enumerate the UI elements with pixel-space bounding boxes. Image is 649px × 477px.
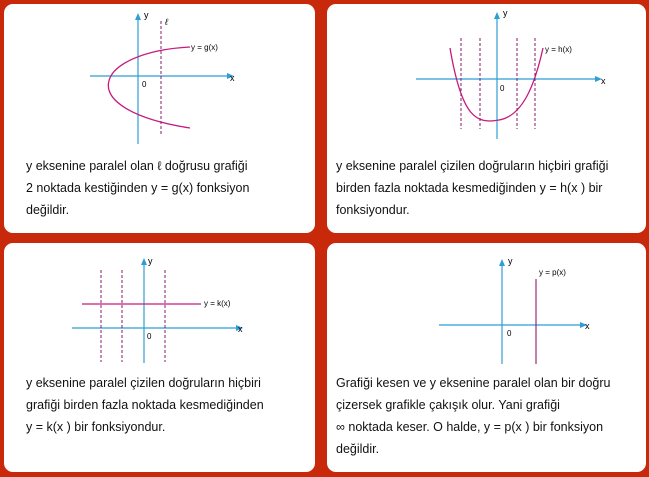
caption-line: Grafiği kesen ve y eksenine paralel olan bir doğru [336,376,611,390]
function-label: y = g(x) [191,43,218,52]
x-axis-label: x [585,321,590,331]
origin-label: 0 [142,80,147,89]
caption-line: ∞ noktada keser. O halde, y = p(x ) bir fonksiyon [336,420,604,434]
y-axis-label: y [144,10,149,20]
g-curve [108,47,190,128]
function-label: y = k(x) [204,299,231,308]
y-axis-arrow-icon [135,13,141,20]
caption [336,155,642,221]
y-axis-label: y [503,8,508,18]
caption-line: y eksenine paralel çizilen doğruların hiçbiri grafiği [336,159,609,173]
origin-label: 0 [507,329,512,338]
caption [26,155,306,221]
function-label: y = h(x) [545,45,572,54]
line-l-label: ℓ [165,17,168,27]
y-axis-label: y [148,256,153,266]
origin-label: 0 [500,84,505,93]
x-axis-label: x [230,73,235,83]
caption-line: y = k(x ) bir fonksiyondur. [26,420,166,434]
caption-line: çizersek grafikle çakışık olur. Yani grafiği [336,398,560,412]
origin-label: 0 [147,332,152,341]
y-axis-arrow-icon [499,259,505,266]
panel-h-function [327,4,646,233]
graph-g [4,4,315,154]
y-axis-label: y [508,256,513,266]
caption-line: değildir. [26,203,70,217]
x-axis-label: x [601,76,606,86]
panel-g-function [4,4,315,233]
x-axis-label: x [238,324,243,334]
caption-line: grafiği birden fazla noktada kesmediğinden [26,398,264,412]
graph-k [4,243,315,371]
caption-line: fonksiyondur. [336,203,410,217]
caption-line: y eksenine paralel çizilen doğruların hiçbiri [26,376,261,390]
caption [26,372,306,438]
panel-k-function [4,243,315,472]
graph-p [327,243,646,371]
y-axis-arrow-icon [494,12,500,19]
caption-line: y eksenine paralel olan ℓ doğrusu grafiği [26,159,248,173]
panel-p-relation [327,243,646,472]
function-label: y = p(x) [539,268,566,277]
y-axis-arrow-icon [141,258,147,265]
graph-h [327,4,646,154]
caption-line: 2 noktada kestiğinden y = g(x) fonksiyon [26,181,250,195]
caption-line: değildir. [336,442,380,456]
caption-line: birden fazla noktada kesmediğinden y = h(x ) bir [336,181,603,195]
caption [336,372,642,460]
